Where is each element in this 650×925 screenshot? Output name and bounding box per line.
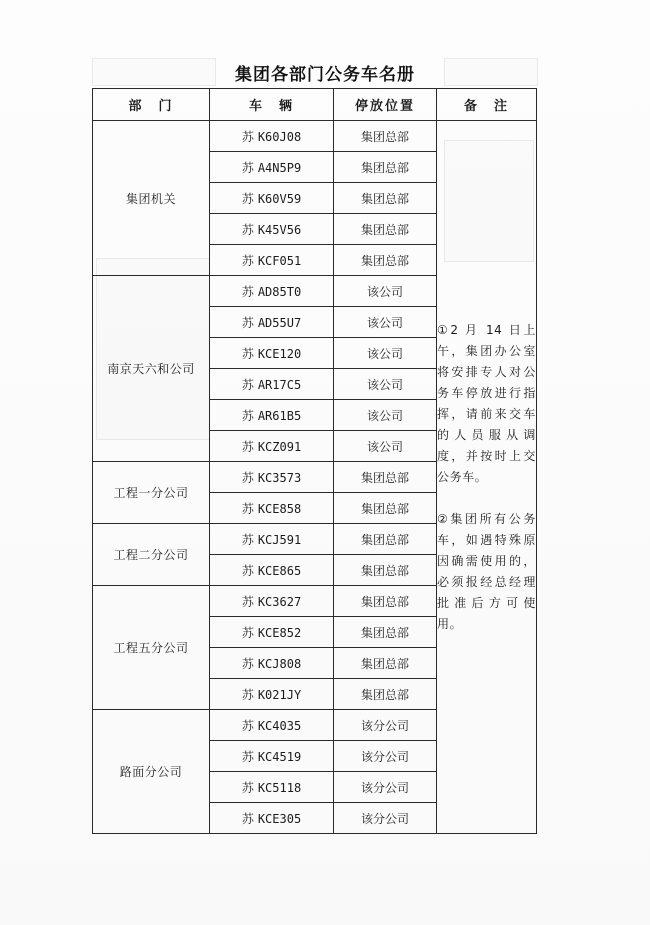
province-prefix: 苏 [241, 222, 254, 237]
parking-location-cell: 该公司 [334, 369, 437, 400]
parking-location-cell: 集团总部 [334, 121, 437, 152]
parking-location-cell: 集团总部 [334, 152, 437, 183]
province-prefix: 苏 [241, 718, 254, 733]
parking-location-cell: 集团总部 [334, 493, 437, 524]
plate-number: KCJ808 [257, 656, 302, 671]
parking-location-cell: 该公司 [334, 431, 437, 462]
header-remarks: 备 注 [437, 89, 537, 121]
plate-number: KC3627 [257, 594, 302, 609]
parking-location-cell: 该公司 [334, 400, 437, 431]
document-title: 集团各部门公务车名册 [235, 65, 415, 85]
parking-location-cell: 集团总部 [334, 245, 437, 276]
province-prefix: 苏 [241, 532, 254, 547]
plate-number: KCE852 [257, 625, 302, 640]
plate-number: K60J08 [257, 129, 302, 144]
province-prefix: 苏 [241, 501, 254, 516]
plate-number: KCE865 [257, 563, 302, 578]
table-body [93, 121, 537, 834]
vehicle-plate-cell [210, 183, 334, 214]
vehicle-plate-cell [210, 276, 334, 307]
province-prefix: 苏 [241, 625, 254, 640]
province-prefix: 苏 [241, 687, 254, 702]
parking-location-cell: 集团总部 [334, 183, 437, 214]
vehicle-plate-cell [210, 741, 334, 772]
plate-number: AD85T0 [257, 284, 302, 299]
plate-number: KC5118 [257, 780, 302, 795]
department-cell: 集团机关 [93, 121, 210, 276]
vehicle-plate-cell [210, 679, 334, 710]
vehicle-plate-cell [210, 555, 334, 586]
remarks-cell [437, 121, 537, 834]
plate-number: K021JY [257, 687, 302, 702]
department-cell: 南京天六和公司 [93, 276, 210, 462]
province-prefix: 苏 [241, 811, 254, 826]
parking-location-cell: 集团总部 [334, 462, 437, 493]
province-prefix: 苏 [241, 315, 254, 330]
vehicle-plate-cell [210, 369, 334, 400]
province-prefix: 苏 [241, 594, 254, 609]
vehicle-plate-cell [210, 617, 334, 648]
plate-number: AR61B5 [257, 408, 302, 423]
parking-location-cell: 集团总部 [334, 555, 437, 586]
province-prefix: 苏 [241, 749, 254, 764]
province-prefix: 苏 [241, 470, 254, 485]
vehicle-plate-cell [210, 214, 334, 245]
plate-number: K60V59 [257, 191, 302, 206]
table-row [93, 121, 537, 152]
province-prefix: 苏 [241, 780, 254, 795]
province-prefix: 苏 [241, 253, 254, 268]
parking-location-cell: 集团总部 [334, 648, 437, 679]
parking-location-cell: 集团总部 [334, 586, 437, 617]
department-cell: 工程一分公司 [93, 462, 210, 524]
parking-location-cell: 该分公司 [334, 772, 437, 803]
plate-number: KC4035 [257, 718, 302, 733]
vehicle-roster-table [92, 88, 537, 834]
vehicle-plate-cell [210, 493, 334, 524]
province-prefix: 苏 [241, 439, 254, 454]
province-prefix: 苏 [241, 408, 254, 423]
department-cell: 工程五分公司 [93, 586, 210, 710]
vehicle-plate-cell [210, 431, 334, 462]
vehicle-plate-cell [210, 152, 334, 183]
plate-number: KC3573 [257, 470, 302, 485]
remark-paragraph: ①2 月 14 日上午，集团办公室将安排专人对公务车停放进行指挥，请前来交车的人员服从调度，并按时上交公务车。 [437, 322, 536, 484]
plate-number: KCE120 [257, 346, 302, 361]
province-prefix: 苏 [241, 377, 254, 392]
plate-number: KCE858 [257, 501, 302, 516]
vehicle-plate-cell [210, 710, 334, 741]
vehicle-plate-cell [210, 524, 334, 555]
parking-location-cell: 该分公司 [334, 803, 437, 834]
parking-location-cell: 该分公司 [334, 741, 437, 772]
table-header-row [93, 89, 537, 121]
parking-location-cell: 该公司 [334, 307, 437, 338]
province-prefix: 苏 [241, 191, 254, 206]
department-cell: 工程二分公司 [93, 524, 210, 586]
vehicle-plate-cell [210, 462, 334, 493]
remark-spacer [437, 488, 536, 509]
parking-location-cell: 集团总部 [334, 617, 437, 648]
vehicle-plate-cell [210, 803, 334, 834]
province-prefix: 苏 [241, 284, 254, 299]
province-prefix: 苏 [241, 563, 254, 578]
plate-number: A4N5P9 [257, 160, 302, 175]
vehicle-plate-cell [210, 586, 334, 617]
province-prefix: 苏 [241, 346, 254, 361]
header-department: 部 门 [93, 89, 210, 121]
plate-number: KCE305 [257, 811, 302, 826]
province-prefix: 苏 [241, 656, 254, 671]
vehicle-plate-cell [210, 121, 334, 152]
vehicle-plate-cell [210, 307, 334, 338]
parking-location-cell: 该公司 [334, 276, 437, 307]
parking-location-cell: 集团总部 [334, 524, 437, 555]
remark-paragraph: ②集团所有公务车，如遇特殊原因确需使用的，必须报经总经理批准后方可使用。 [437, 511, 536, 631]
plate-number: KCF051 [257, 253, 302, 268]
vehicle-plate-cell [210, 338, 334, 369]
plate-number: AD55U7 [257, 315, 302, 330]
department-cell: 路面分公司 [93, 710, 210, 834]
plate-number: KC4519 [257, 749, 302, 764]
header-parking: 停放位置 [334, 89, 437, 121]
vehicle-plate-cell [210, 245, 334, 276]
vehicle-plate-cell [210, 648, 334, 679]
province-prefix: 苏 [241, 160, 254, 175]
plate-number: K45V56 [257, 222, 302, 237]
vehicle-plate-cell [210, 772, 334, 803]
plate-number: AR17C5 [257, 377, 302, 392]
parking-location-cell: 该分公司 [334, 710, 437, 741]
parking-location-cell: 该公司 [334, 338, 437, 369]
parking-location-cell: 集团总部 [334, 679, 437, 710]
province-prefix: 苏 [241, 129, 254, 144]
vehicle-plate-cell [210, 400, 334, 431]
header-vehicle: 车 辆 [210, 89, 334, 121]
plate-number: KCJ591 [257, 532, 302, 547]
plate-number: KCZ091 [257, 439, 302, 454]
parking-location-cell: 集团总部 [334, 214, 437, 245]
